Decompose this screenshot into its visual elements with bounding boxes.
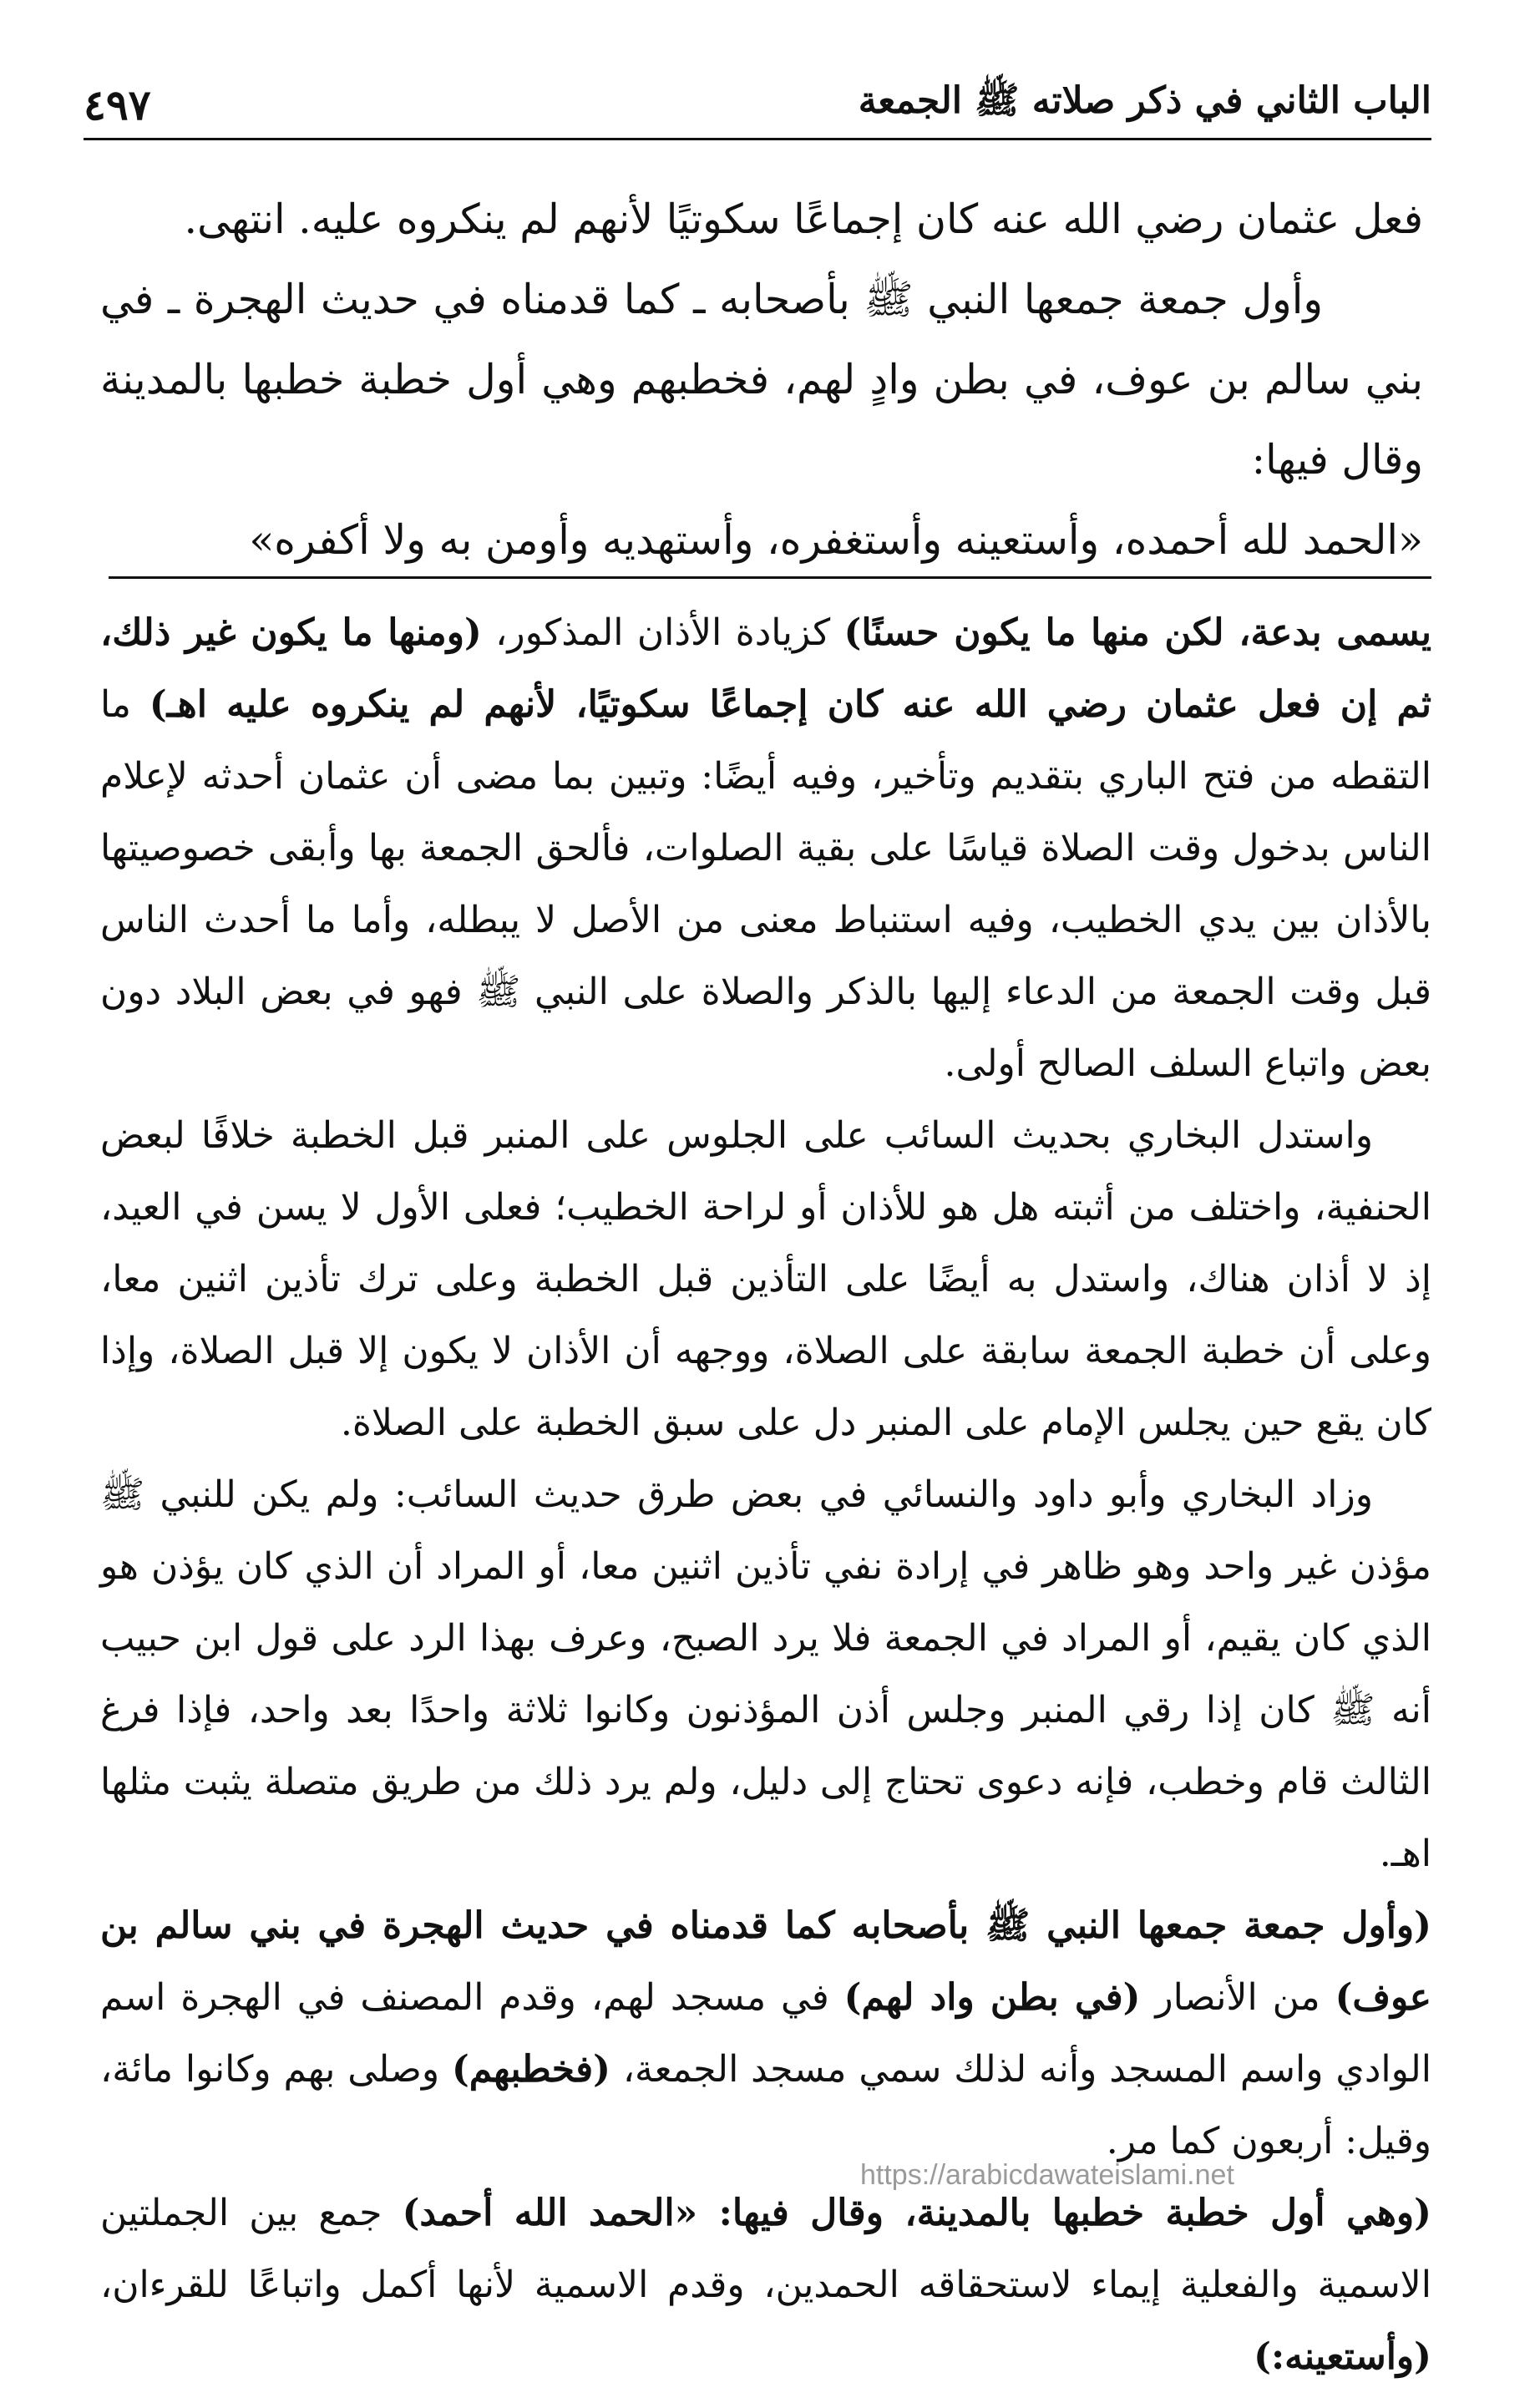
commentary-text-run: ما التقطه من فتح الباري بتقديم وتأخير، وفيه أيضًا: وتبين بما مضى أن عثمان أحدثه لإعلام الناس بدخول وقت الصلاة قياسًا على بقية الصلوات، فألحق الجمعة بها وأبقى خصوصيتها بالأذان بين يدي الخطيب، وفيه استنباط معنى من الأصل لا يبطله، وأما ما أحدث الناس قبل وقت الجمعة من الدعاء إليها بالذكر والصلاة على النبي ﷺ فهو في بعض البلاد دون بعض واتباع السلف الصالح أولى. — [100, 683, 1431, 1085]
commentary-paragraph-5 — [100, 2178, 1431, 2393]
page-number: ٤٩٧ — [84, 79, 151, 129]
commentary-paragraph-2: واستدل البخاري بحديث السائب على الجلوس على المنبر قبل الخطبة خلافًا لبعض الحنفية، واختلف من أثبته هل هو للأذان أو لراحة الخطيب؛ فعلى الأول لا يسن في العيد، إذ لا أذان هناك، واستدل به أيضًا على التأذين قبل الخطبة وعلى ترك تأذين اثنين معا، وعلى أن خطبة الجمعة سابقة على الصلاة، ووجهه أن الأذان لا يكون إلا قبل الصلاة، وإذا كان يقع حين يجلس الإمام على المنبر دل على سبق الخطبة على الصلاة. — [100, 1114, 1431, 1444]
commentary-paragraph-1 — [100, 597, 1431, 1100]
bold-quote: (وأول جمعة جمعها النبي ﷺ بأصحابه كما قدمناه في حديث الهجرة في بني سالم بن عوف) — [100, 1904, 1432, 2019]
watermark-url: https://arabicdawateislami.net — [860, 2159, 1234, 2191]
main-text — [100, 180, 1423, 581]
bold-quote: (وهي أول خطبة خطبها بالمدينة، وقال فيها: «الحمد الله أحمد) — [402, 2192, 1431, 2234]
commentary-text-run: وصلى بهم وكانوا مائة، وقيل: أربعون كما مر. — [100, 2048, 1431, 2162]
commentary-text-run: في مسجد لهم، وقدم المصنف في الهجرة اسم الوادي واسم المسجد وأنه لذلك سمي مسجد الجمعة، — [100, 1976, 1431, 2091]
commentary-paragraph-3: وزاد البخاري وأبو داود والنسائي في بعض طرق حديث السائب: ولم يكن للنبي ﷺ مؤذن غير واحد وهو ظاهر في إرادة نفي تأذين اثنين معا، أو المراد أن الذي كان يؤذن هو الذي كان يقيم، أو المراد في الجمعة فلا يرد الصبح، وعرف بهذا الرد على قول ابن حبيب أنه ﷺ كان إذا رقي المنبر وجلس أذن المؤذنون وكانوا ثلاثة واحدًا بعد واحد، فإذا فرغ الثالث قام وخطب، فإنه دعوى تحتاج إلى دليل، ولم يرد ذلك من طريق متصلة يثبت مثلها اهـ. — [100, 1473, 1431, 1875]
bold-quote: يسمى بدعة، لكن منها ما يكون حسنًا) — [843, 611, 1431, 654]
separator-line — [109, 576, 1431, 579]
commentary-text-run: من الأنصار — [1140, 1976, 1335, 2019]
commentary-text — [100, 597, 1431, 2393]
bold-quote: (فخطبهم) — [451, 2048, 610, 2091]
chapter-title: الباب الثاني في ذكر صلاته ﷺ الجمعة — [858, 79, 1431, 122]
main-paragraph-1: فعل عثمان رضي الله عنه كان إجماعًا سكوتيًا لأنهم لم ينكروه عليه. انتهى. — [184, 195, 1423, 243]
running-header — [84, 71, 1431, 140]
bold-quote: (في بطن واد لهم) — [843, 1976, 1141, 2019]
commentary-paragraph-4 — [100, 1890, 1431, 2178]
bold-quote: (وأستعينه:) — [1254, 2335, 1431, 2378]
commentary-text-run: كزيادة الأذان المذكور، — [481, 611, 844, 654]
commentary-text-run: جمع بين الجملتين الاسمية والفعلية إيماء لاستحقاقه الحمدين، وقدم الاسمية لأنها أكمل واتباعًا للقرءان، — [100, 2192, 1431, 2306]
main-paragraph-2: وأول جمعة جمعها النبي ﷺ بأصحابه ـ كما قدمناه في حديث الهجرة ـ في بني سالم بن عوف، في بطن وادٍ لهم، فخطبهم وهي أول خطبة خطبها بالمدينة وقال فيها: — [100, 276, 1423, 484]
main-paragraph-3: «الحمد لله أحمده، وأستعينه وأستغفره، وأستهديه وأومن به ولا أكفره» — [249, 516, 1423, 564]
bold-quote: (ومنها ما يكون غير ذلك، ثم إن فعل عثمان رضي الله عنه كان إجماعًا سكوتيًا، لأنهم لم ينكروه عليه اهـ) — [100, 611, 1431, 726]
